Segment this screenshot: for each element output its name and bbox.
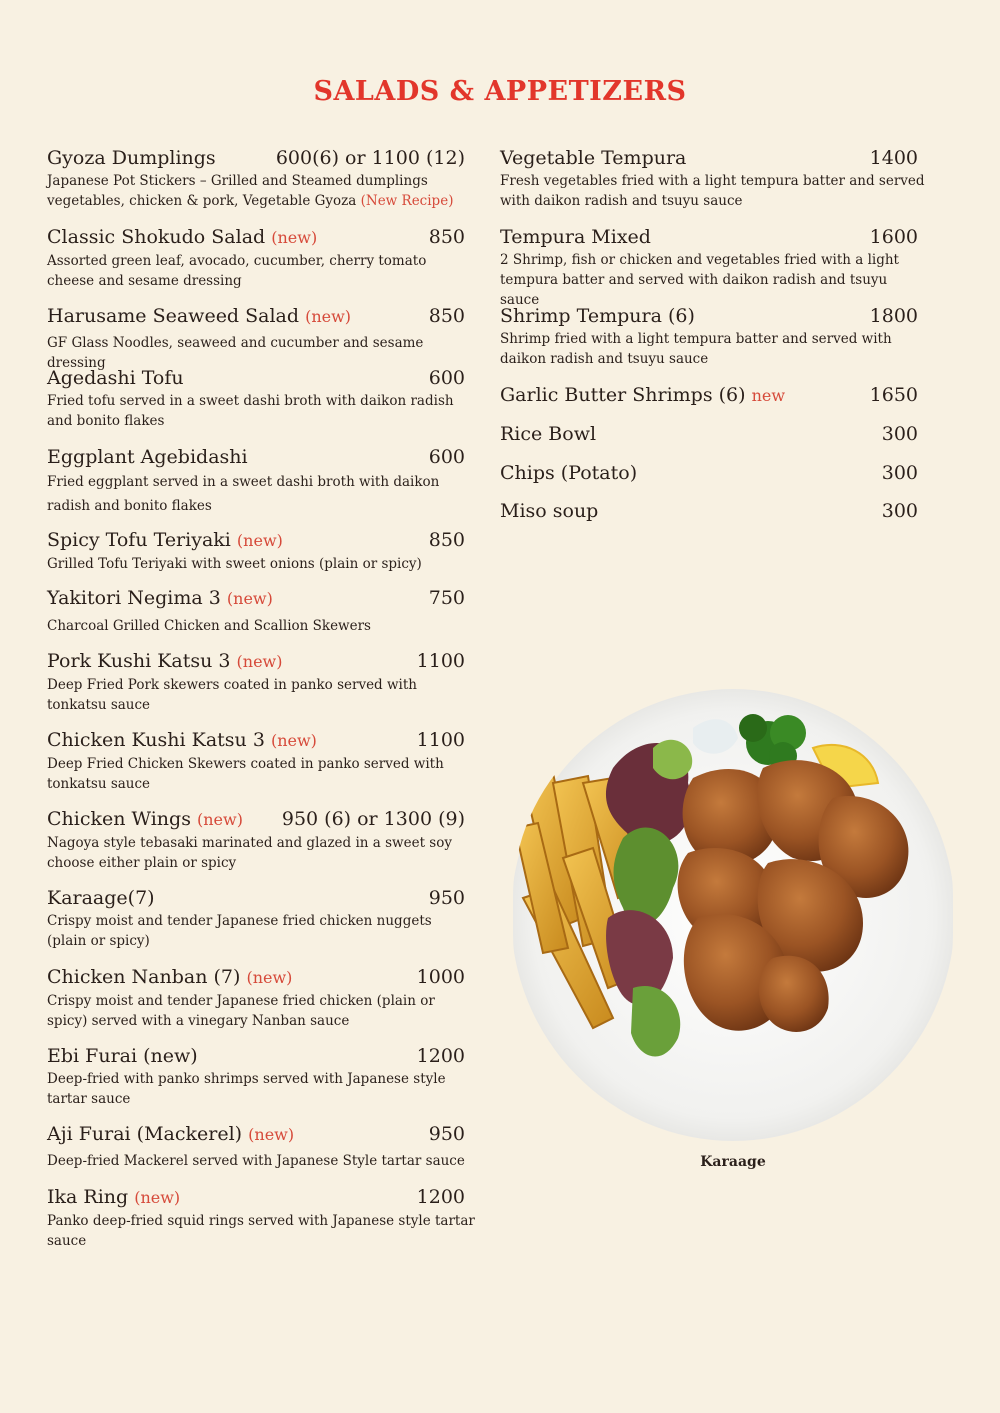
new-tag: (new) xyxy=(197,810,243,829)
item-price: 600 xyxy=(428,367,465,389)
item-price: 300 xyxy=(881,423,918,445)
item-description: Nagoya style tebasaki marinated and glazed in a sweet soy choose either plain or spicy xyxy=(47,835,452,871)
menu-item xyxy=(47,304,475,373)
item-description: Charcoal Grilled Chicken and Scallion Skewers xyxy=(47,618,371,634)
item-description: Deep Fried Chicken Skewers coated in panko served with tonkatsu sauce xyxy=(47,756,444,792)
item-price: 600(6) or 1100 (12) xyxy=(275,147,465,169)
new-tag: (new) xyxy=(271,228,318,247)
item-price: 950 xyxy=(428,887,465,909)
item-name: Ebi Furai (new) xyxy=(47,1045,198,1067)
item-name: Chips (Potato) xyxy=(500,462,638,484)
item-description: Shrimp fried with a light tempura batter and served with daikon radish and tsuyu sauce xyxy=(500,331,892,367)
item-price: 1200 xyxy=(416,1186,465,1208)
page-title: SALADS & APPETIZERS xyxy=(313,76,687,107)
item-description: Crispy moist and tender Japanese fried chicken nuggets (plain or spicy) xyxy=(47,913,432,949)
photo-caption: Karaage xyxy=(700,1154,766,1170)
item-description: Fresh vegetables fried with a light tempura batter and served with daikon radish and tsuyu sauce xyxy=(500,173,925,209)
item-name: Yakitori Negima 3 xyxy=(47,587,221,609)
item-name: Spicy Tofu Teriyaki xyxy=(47,529,231,551)
menu-item xyxy=(47,586,475,636)
item-name: Karaage(7) xyxy=(47,887,155,909)
item-name: Rice Bowl xyxy=(500,423,597,445)
menu-item xyxy=(47,146,475,211)
new-recipe-tag: (New Recipe) xyxy=(360,193,454,209)
menu-item xyxy=(500,383,930,408)
menu-item xyxy=(500,499,930,523)
menu-item xyxy=(47,225,475,291)
menu-item xyxy=(500,304,930,369)
item-name: Chicken Wings xyxy=(47,808,191,830)
menu-item xyxy=(47,1044,475,1109)
item-name: Garlic Butter Shrimps (6) xyxy=(500,384,746,406)
new-tag: (new) xyxy=(236,652,283,671)
new-tag: (new) xyxy=(305,307,352,326)
item-price: 1100 xyxy=(416,650,465,672)
item-name: Chicken Kushi Katsu 3 xyxy=(47,729,265,751)
item-description: GF Glass Noodles, seaweed and cucumber and sesame dressing xyxy=(47,335,424,371)
menu-item xyxy=(47,1122,475,1171)
item-description: Grilled Tofu Teriyaki with sweet onions (plain or spicy) xyxy=(47,556,422,572)
item-price: 300 xyxy=(881,500,918,522)
item-description: Panko deep-fried squid rings served with Japanese style tartar sauce xyxy=(47,1213,475,1249)
menu-item xyxy=(500,422,930,446)
menu-item xyxy=(47,965,475,1031)
menu-item xyxy=(500,225,930,310)
item-name: Harusame Seaweed Salad xyxy=(47,305,300,327)
item-description: Crispy moist and tender Japanese fried chicken (plain or spicy) served with a vinegary Nanban sauce xyxy=(47,993,435,1029)
item-price: 300 xyxy=(881,462,918,484)
item-description: Fried tofu served in a sweet dashi broth with daikon radish and bonito flakes xyxy=(47,393,454,429)
item-price: 850 xyxy=(428,305,465,327)
menu-item xyxy=(47,886,475,951)
item-price: 1200 xyxy=(416,1045,465,1067)
item-price: 750 xyxy=(428,587,465,609)
item-name: Shrimp Tempura (6) xyxy=(500,305,695,327)
item-name: Gyoza Dumplings xyxy=(47,147,216,169)
menu-item xyxy=(500,146,930,211)
item-price: 600 xyxy=(428,446,465,468)
item-description: Fried eggplant served in a sweet dashi broth with daikon radish and bonito flakes xyxy=(47,474,440,514)
menu-item xyxy=(47,528,475,574)
item-name: Classic Shokudo Salad xyxy=(47,226,266,248)
item-description: 2 Shrimp, fish or chicken and vegetables fried with a light tempura batter and served with daikon radish and tsuyu sauce xyxy=(500,252,899,308)
item-name: Agedashi Tofu xyxy=(47,367,184,389)
menu-item xyxy=(47,366,475,431)
item-name: Ika Ring xyxy=(47,1186,129,1208)
item-name: Pork Kushi Katsu 3 xyxy=(47,650,231,672)
item-description: Japanese Pot Stickers – Grilled and Steamed dumplings vegetables, chicken & pork, Vegetable Gyoza xyxy=(47,173,428,209)
item-name: Tempura Mixed xyxy=(500,226,651,248)
new-tag: (new) xyxy=(248,1125,295,1144)
karaage-photo xyxy=(513,688,953,1143)
menu-item xyxy=(47,649,475,715)
menu-item xyxy=(47,445,475,518)
item-price: 850 xyxy=(428,529,465,551)
menu-item xyxy=(47,728,475,794)
new-tag: new xyxy=(751,386,786,405)
item-price: 1800 xyxy=(869,305,918,327)
menu-item xyxy=(500,461,930,485)
item-description: Assorted green leaf, avocado, cucumber, cherry tomato cheese and sesame dressing xyxy=(47,253,427,289)
item-description: Deep-fried Mackerel served with Japanese Style tartar sauce xyxy=(47,1153,465,1169)
item-name: Chicken Nanban (7) xyxy=(47,966,241,988)
item-name: Vegetable Tempura xyxy=(500,147,687,169)
menu-item xyxy=(47,807,475,873)
new-tag: (new) xyxy=(270,731,317,750)
menu-item xyxy=(47,1185,475,1251)
item-price: 1600 xyxy=(869,226,918,248)
item-price: 1400 xyxy=(869,147,918,169)
item-description: Deep Fried Pork skewers coated in panko served with tonkatsu sauce xyxy=(47,677,417,713)
item-price: 950 (6) or 1300 (9) xyxy=(281,808,465,830)
item-description: Deep-fried with panko shrimps served with Japanese style tartar sauce xyxy=(47,1071,446,1107)
new-tag: (new) xyxy=(134,1188,181,1207)
item-price: 1100 xyxy=(416,729,465,751)
new-tag: (new) xyxy=(236,531,283,550)
item-name: Eggplant Agebidashi xyxy=(47,446,248,468)
new-tag: (new) xyxy=(226,589,273,608)
item-name: Miso soup xyxy=(500,500,599,522)
new-tag: (new) xyxy=(246,968,293,987)
item-price: 1650 xyxy=(869,384,918,406)
item-price: 1000 xyxy=(416,966,465,988)
item-price: 950 xyxy=(428,1123,465,1145)
item-price: 850 xyxy=(428,226,465,248)
item-name: Aji Furai (Mackerel) xyxy=(47,1123,243,1145)
